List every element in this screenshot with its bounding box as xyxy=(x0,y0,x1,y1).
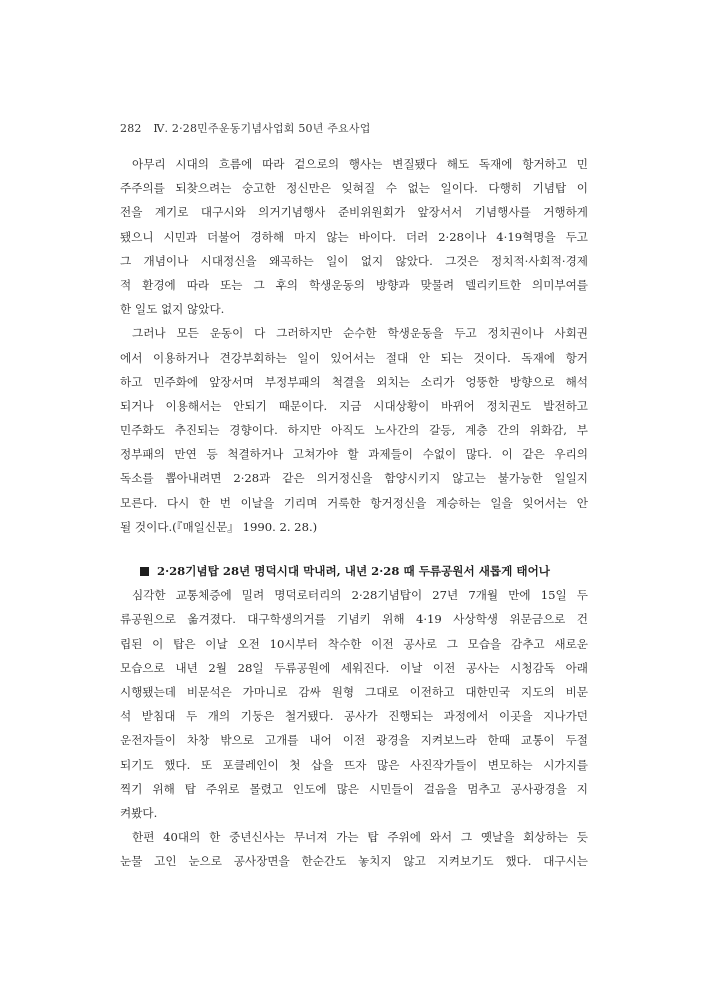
text-line: 그 개념이나 시대정신을 왜곡하는 일이 없지 않았다. 그것은 정치적·사회적·경제 xyxy=(120,253,588,268)
text-line: 심각한 교통체증에 밀려 명덕로터리의 2·28기념탑이 27년 7개월 만에 15일 두 xyxy=(132,588,588,603)
paragraph-1 xyxy=(120,152,588,321)
paragraph-2 xyxy=(120,321,588,539)
text-line: 독소를 뽑아내려면 2·28과 같은 의거정신을 함양시키지 않고는 불가능한 일일지 xyxy=(120,471,588,486)
text-line: 될 것이다.(『매일신문』 1990. 2. 28.) xyxy=(120,519,318,534)
text-line: 되거나 이용해서는 안되기 때문이다. 지금 시대상황이 바뀌어 정치권도 발전하고 xyxy=(120,398,588,413)
text-line: 립된 이 탑은 이날 오전 10시부터 착수한 이전 공사로 그 모습을 감추고 새로운 xyxy=(120,636,588,651)
section-heading-text: 2·28기념탑 28년 명덕시대 막내려, 내년 2·28 때 두류공원서 새롭게 태어나 xyxy=(157,564,550,578)
paragraph-4 xyxy=(120,825,588,873)
text-line: 켜봤다. xyxy=(120,805,158,820)
text-line: 한편 40대의 한 중년신사는 무너져 가는 탑 주위에 와서 그 옛날을 회상하는 듯 xyxy=(132,830,588,845)
square-bullet-icon xyxy=(140,567,149,576)
text-line: 찍기 위해 탑 주위로 몰렸고 인도에 많은 시민들이 걸음을 멈추고 공사광경을 지 xyxy=(120,781,588,796)
paragraph-3 xyxy=(120,583,588,825)
text-line: 정부패의 만연 등 척결하거나 고쳐가야 할 과제들이 수없이 많다. 이 같은 우리의 xyxy=(120,447,588,462)
text-line: 시행됐는데 비문석은 가마니로 감싸 원형 그대로 이전하고 대한민국 지도의 비문 xyxy=(120,684,588,699)
text-line: 하고 민주화에 앞장서며 부정부패의 척결을 외치는 소리가 엉뚱한 방향으로 해석 xyxy=(120,374,588,389)
text-line: 류공원으로 옮겨졌다. 대구학생의거를 기념키 위해 4·19 사상학생 위문금으로 건 xyxy=(120,612,588,627)
text-line: 운전자들이 차창 밖으로 고개를 내어 이전 광경을 지켜보느라 한때 교통이 두절 xyxy=(120,733,588,748)
section-title: Ⅳ. 2·28민주운동기념사업회 50년 주요사업 xyxy=(153,122,371,135)
text-line: 그러나 모든 운동이 다 그러하지만 순수한 학생운동을 두고 정치권이나 사회권 xyxy=(132,326,588,341)
text-line: 전을 계기로 대구시와 의거기념행사 준비위원회가 앞장서서 기념행사를 거행하게 xyxy=(120,205,588,220)
page-number: 282 xyxy=(120,122,142,135)
text-line: 모른다. 다시 한 번 이날을 기리며 거룩한 항거정신을 계승하는 일을 잊어서는 안 xyxy=(120,495,588,510)
text-line: 석 받침대 두 개의 기둥은 철거됐다. 공사가 진행되는 과정에서 이곳을 지나가던 xyxy=(120,709,588,724)
text-line: 됐으니 시민과 더불어 경하해 마지 않는 바이다. 더러 2·28이나 4·19혁명을 두고 xyxy=(120,229,588,244)
text-line: 한 일도 없지 않았다. xyxy=(120,302,225,317)
text-line: 되기도 했다. 또 포클레인이 첫 삽을 뜨자 많은 사진작가들이 변모하는 시가지를 xyxy=(120,757,588,772)
text-line: 적 환경에 따라 또는 그 후의 학생운동의 방향과 맞물려 델리키트한 의미부여를 xyxy=(120,277,588,292)
text-line: 눈물 고인 눈으로 공사장면을 한순간도 놓치지 않고 지켜보기도 했다. 대구시는 xyxy=(120,854,588,869)
text-line: 민주화도 추진되는 경향이다. 하지만 아직도 노사간의 갈등, 계층 간의 위화감, 부 xyxy=(120,423,588,438)
section-gap xyxy=(120,539,588,559)
text-line: 모습으로 내년 2월 28일 두류공원에 세워진다. 이날 이전 공사는 시청감독 아래 xyxy=(120,660,588,675)
text-line: 에서 이용하거나 견강부회하는 일이 있어서는 절대 안 되는 것이다. 독재에 항거 xyxy=(120,350,588,365)
text-line: 아무리 시대의 흐름에 따라 겉으로의 행사는 변질됐다 해도 독재에 항거하고 민 xyxy=(132,157,588,171)
running-header xyxy=(120,120,371,136)
body-text xyxy=(120,152,588,873)
section-heading xyxy=(120,559,588,583)
text-line: 주주의를 되찾으려는 숭고한 정신만은 잊혀질 수 없는 일이다. 다행히 기념탑 이 xyxy=(120,181,588,196)
